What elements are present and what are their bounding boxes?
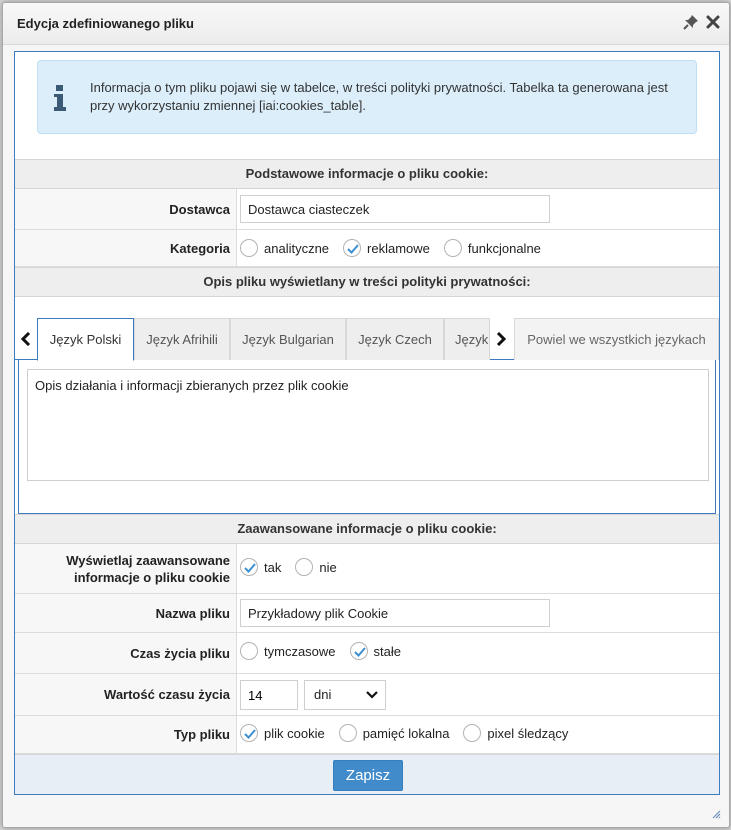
dialog-titlebar [3, 3, 729, 45]
lifetime-radio-group [240, 642, 415, 660]
info-text: Informacja o tym pliku pojawi się w tabelce, w treści polityki prywatności. Tabelka ta generowana jest przy wykorzystaniu zmiennej [iai:cookies_table]. [90, 80, 668, 113]
lifetime-value-input[interactable] [240, 680, 298, 710]
category-label: Kategoria [15, 230, 237, 266]
basic-section-header: Podstawowe informacje o pliku cookie: [15, 159, 719, 189]
tab-language-czech[interactable]: Język Czech [346, 318, 444, 360]
radio-unchecked-icon [339, 724, 357, 742]
lifetime-value-label: Wartość czasu życia [15, 674, 237, 715]
file-type-option-plik-cookie[interactable]: plik cookie [240, 724, 325, 742]
file-type-radio-group [240, 724, 582, 742]
file-type-label: Typ pliku [15, 716, 237, 753]
radio-checked-icon [350, 642, 368, 660]
tabs-prev-button[interactable] [15, 318, 37, 360]
info-icon [54, 85, 66, 111]
chevron-left-icon [21, 332, 31, 346]
chevron-right-icon [496, 332, 506, 346]
radio-unchecked-icon [240, 239, 258, 257]
radio-unchecked-icon [240, 642, 258, 660]
show-advanced-option-tak[interactable]: tak [240, 558, 281, 576]
advanced-section-header: Zaawansowane informacje o pliku cookie: [15, 514, 719, 544]
save-button[interactable]: Zapisz [333, 760, 403, 791]
provider-label: Dostawca [15, 189, 237, 229]
radio-checked-icon [343, 239, 361, 257]
file-type-option-pamiec-lokalna[interactable]: pamięć lokalna [339, 724, 450, 742]
resize-handle-icon[interactable] [711, 809, 721, 819]
category-radio-group [240, 239, 555, 257]
chevron-down-icon [366, 690, 378, 700]
lifetime-option-tymczasowe[interactable]: tymczasowe [240, 642, 336, 660]
show-advanced-radio-group [240, 558, 351, 576]
tab-language-afrihili[interactable]: Język Afrihili [134, 318, 230, 360]
tab-language-polski[interactable]: Język Polski [37, 318, 134, 361]
dialog-footer [15, 754, 719, 794]
radio-unchecked-icon [295, 558, 313, 576]
description-textarea[interactable] [27, 369, 709, 481]
lifetime-label: Czas życia pliku [15, 633, 237, 673]
lifetime-value-row [15, 674, 719, 716]
dialog-title: Edycja zdefiniowanego pliku [17, 16, 194, 31]
info-box [37, 60, 697, 134]
radio-checked-icon [240, 724, 258, 742]
language-tabbar [15, 318, 719, 360]
file-name-label: Nazwa pliku [15, 594, 237, 632]
close-icon[interactable] [705, 14, 721, 30]
provider-row [15, 189, 719, 230]
show-advanced-row [15, 544, 719, 594]
file-type-row [15, 716, 719, 754]
category-option-analityczne[interactable]: analityczne [240, 239, 329, 257]
category-option-reklamowe[interactable]: reklamowe [343, 239, 430, 257]
tab-language-more[interactable]: Język [444, 318, 490, 360]
pin-icon[interactable] [683, 14, 699, 30]
radio-unchecked-icon [463, 724, 481, 742]
show-advanced-label: Wyświetlaj zaawansowane informacje o pliku cookie [15, 544, 237, 593]
show-advanced-option-nie[interactable]: nie [295, 558, 336, 576]
language-tab-panel [18, 360, 716, 514]
category-option-funkcjonalne[interactable]: funkcjonalne [444, 239, 541, 257]
description-section-header: Opis pliku wyświetlany w treści polityki prywatności: [15, 267, 719, 297]
radio-checked-icon [240, 558, 258, 576]
edit-cookie-dialog [2, 2, 730, 828]
file-name-input[interactable] [240, 599, 550, 627]
lifetime-unit-select[interactable] [304, 680, 386, 710]
copy-all-languages-button[interactable]: Powiel we wszystkich językach [514, 318, 719, 360]
category-row [15, 230, 719, 267]
dialog-content [14, 51, 720, 795]
radio-unchecked-icon [444, 239, 462, 257]
lifetime-row [15, 633, 719, 674]
provider-input[interactable] [240, 195, 550, 223]
file-type-option-pixel-sledzacy[interactable]: pixel śledzący [463, 724, 568, 742]
tab-language-bulgarian[interactable]: Język Bulgarian [230, 318, 346, 360]
lifetime-unit-value: dni [314, 687, 332, 702]
tabs-next-button[interactable] [490, 318, 512, 360]
file-name-row [15, 594, 719, 633]
lifetime-option-stale[interactable]: stałe [350, 642, 401, 660]
